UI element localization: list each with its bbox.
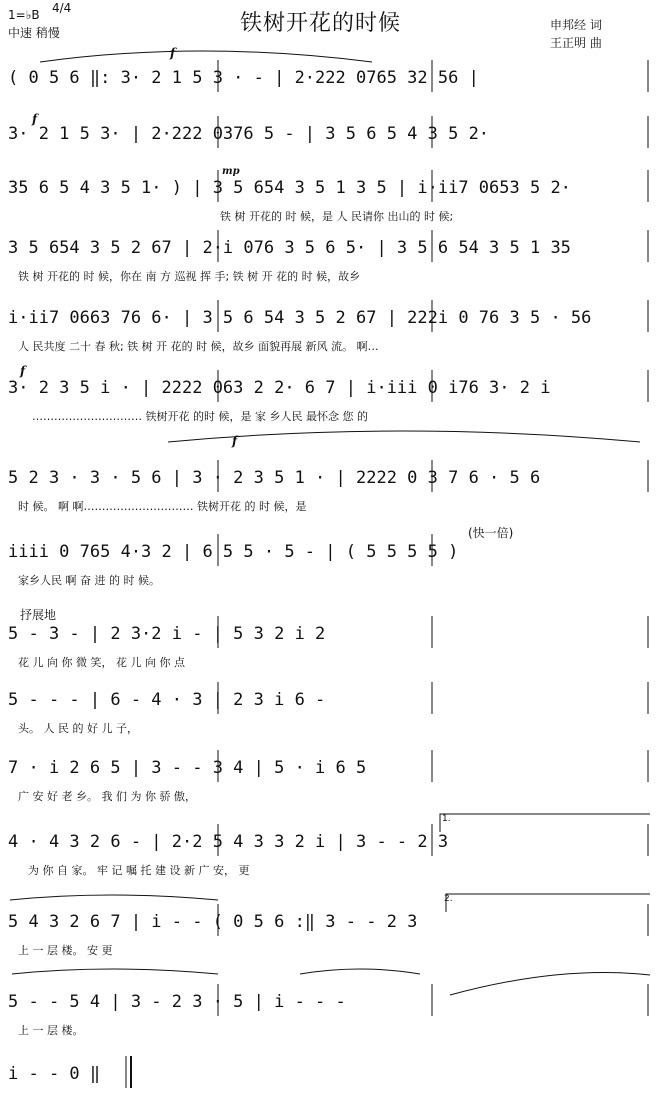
volta-2-mark: 2. [444,894,453,904]
tempo-marking: 中速 稍慢 [8,26,60,40]
lyrics-line: 人 民共度 二十 春 秋; 铁 树 开 花的 时 候，故乡 面貌再展 新风 流。 啊… [18,340,379,353]
slur-mark [10,895,218,900]
slur-mark [12,969,218,974]
notation-line: 5 - 3 - | 2 3·2 i - | 5 3 2 i 2 [8,624,326,644]
lyrics-line: 家乡人民 啊 奋 进 的 时 候。 [18,574,160,587]
lyrics-line: 上 一 层 楼。 安 更 [18,944,113,957]
composer-credit: 王正明 曲 [550,36,602,50]
slur-mark [450,973,650,996]
page-title: 铁树开花的时候 [240,11,402,36]
notation-line: 3· 2 1 5 3· | 2·222 0376 5 - | 3 5 6 5 4 3 5 2· [8,124,490,144]
notation-line: i - - 0 ‖ [8,1064,101,1084]
slur-mark [40,51,372,62]
notation-line: i·ii7 0663 76 6· | 3 5 6 54 3 5 2 67 | 222i 0 76 3 5 · 56 [8,308,592,328]
lyrics-line: 广 安 好 老 乡。 我 们 为 你 骄 傲， [18,790,196,803]
notation-line: 5 - - 5 4 | 3 - 2 3 · 5 | i - - - [8,992,346,1012]
key-signature: 1=♭B [8,8,40,22]
lyrics-line: 铁 树 开花的 时 候，是 人 民请你 出山的 时 候; [220,210,454,223]
lyrics-line: 为 你 自 家。 牢 记 嘱 托 建 设 新 广 安， 更 [28,864,250,877]
lyricist-credit: 申邦经 词 [550,18,602,32]
dynamic-mark: f [20,364,26,378]
notation-line: 35 6 5 4 3 5 1· ) | 3 5 654 3 5 1 3 5 | i·ii7 0653 5 2· [8,178,571,198]
notation-line: 5 2 3 · 3 · 5 6 | 3 · 2 3 5 1 · | 2222 0 3 7 6 · 5 6 [8,468,541,488]
lyrics-line: 头。 人 民 的 好 儿 子， [18,722,138,735]
notation-line: iiii 0 765 4·3 2 | 6 5 5 · 5 - | ( 5 5 5 5 ) [8,542,459,562]
lyrics-line: ………………………… 铁树开花 的时 候，是 家 乡人民 最怀念 您 的 [32,410,368,423]
volta-bracket [446,894,650,912]
lyrics-line: 铁 树 开花的 时 候，你在 南 方 巡视 挥 手; 铁 树 开 花的 时 候，故乡 [18,270,361,283]
notation-line: 5 4 3 2 6 7 | i - - ( 0 5 6 :‖ 3 - - 2 3 [8,912,418,932]
volta-bracket [440,814,650,832]
lyrics-line: 上 一 层 楼。 [18,1024,84,1037]
lyrics-line: 时 候。 啊 啊………………………… 铁树开花 的 时 候，是 [18,500,307,513]
notation-line: 5 - - - | 6 - 4 · 3 | 2 3 i 6 - [8,690,326,710]
lyrics-line: 花 儿 向 你 微 笑， 花 儿 向 你 点 [18,656,185,669]
dynamic-mark: f [170,46,176,60]
slur-mark [300,969,420,974]
time-signature: 4/4 [52,1,72,15]
notation-line: ( 0 5 6 ‖: 3· 2 1 5 3 · - | 2·222 0765 32 56 | [8,68,479,88]
dynamic-mark: f [32,112,38,126]
notation-line: 7 · i 2 6 5 | 3 - - 3 4 | 5 · i 6 5 [8,758,367,778]
dynamic-mark: f [232,434,238,448]
notation-line: 3 5 654 3 5 2 67 | 2·i 076 3 5 6 5· | 3 5 6 54 3 5 1 35 [8,238,571,258]
slur-mark [168,431,640,442]
expression-mark: 抒展地 [20,608,57,622]
notation-line: 3· 2 3 5 i · | 2222 063 2 2· 6 7 | i·iii 0 i76 3· 2 i [8,378,551,398]
notation-line: 4 · 4 3 2 6 - | 2·2 5 4 3 3 2 i | 3 - - 2 3 [8,832,449,852]
volta-1-mark: 1. [442,814,451,824]
tempo-change-mark: (快一倍) [468,526,514,540]
dynamic-mark: mp [222,166,240,177]
